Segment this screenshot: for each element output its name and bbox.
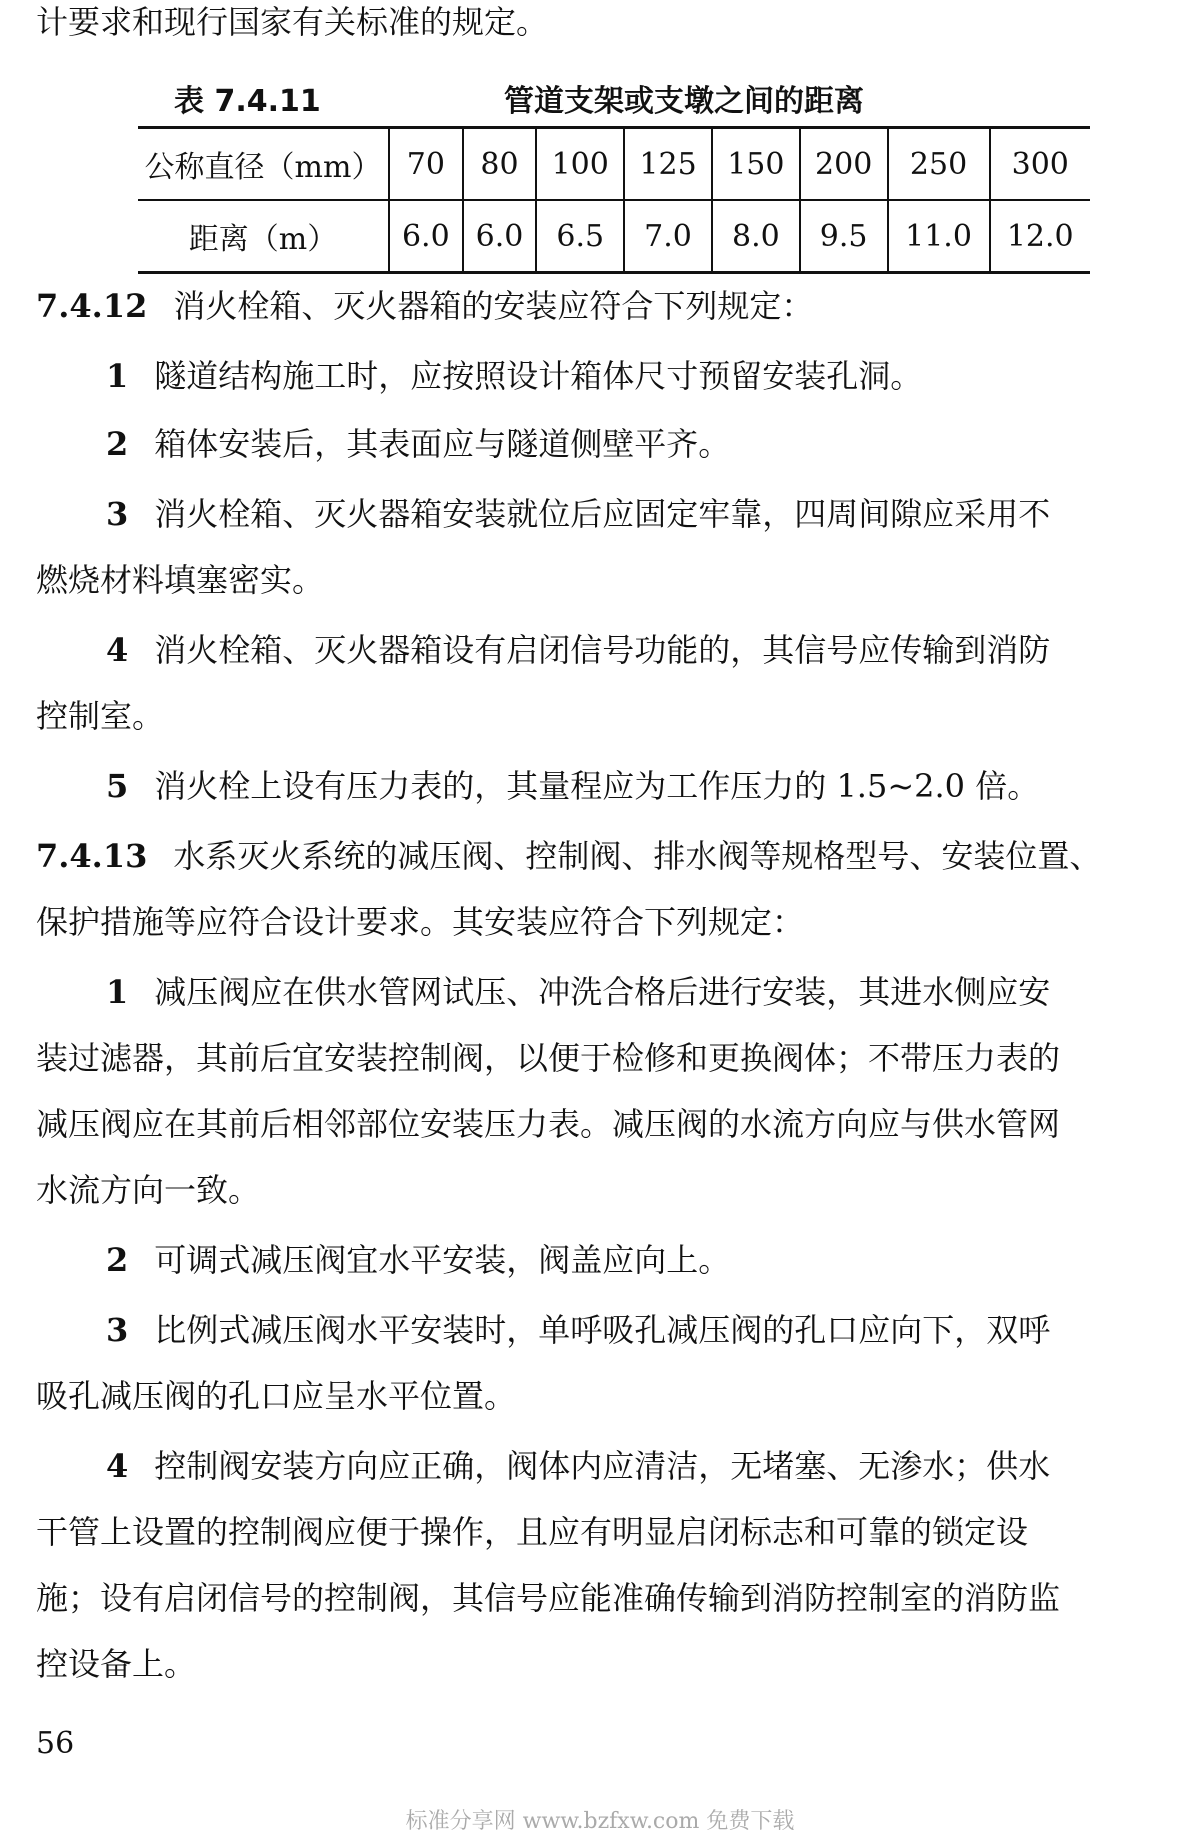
list-item xyxy=(106,1310,1050,1350)
table-cell: 200 xyxy=(800,128,888,201)
table-cell: 250 xyxy=(888,128,990,201)
clause-continuation: 保护措施等应符合设计要求。其安装应符合下列规定： xyxy=(36,903,805,941)
table-row xyxy=(138,128,1090,201)
item-number: 4 xyxy=(106,631,129,669)
table-cell: 8.0 xyxy=(712,200,800,273)
list-item xyxy=(106,424,730,464)
clause-text: 水系灭火系统的减压阀、控制阀、排水阀等规格型号、安装位置、 xyxy=(173,837,1102,875)
item-number: 3 xyxy=(106,495,129,533)
item-continuation: 装过滤器，其前后宜安装控制阀，以便于检修和更换阀体；不带压力表的 xyxy=(36,1039,1061,1077)
table-title: 管道支架或支墩之间的距离 xyxy=(504,84,864,119)
table-row xyxy=(138,200,1090,273)
list-item xyxy=(106,1240,730,1280)
list-item xyxy=(106,972,1050,1012)
item-continuation: 干管上设置的控制阀应便于操作，且应有明显启闭标志和可靠的锁定设 xyxy=(36,1513,1029,1551)
item-number: 1 xyxy=(106,357,129,395)
item-number: 1 xyxy=(106,973,129,1011)
clause-7-4-12 xyxy=(36,286,813,326)
item-continuation: 吸孔减压阀的孔口应呈水平位置。 xyxy=(36,1377,517,1415)
clause-text: 消火栓箱、灭火器箱的安装应符合下列规定： xyxy=(173,287,814,325)
item-continuation: 施；设有启闭信号的控制阀，其信号应能准确传输到消防控制室的消防监 xyxy=(36,1579,1061,1617)
item-text: 减压阀应在供水管网试压、冲洗合格后进行安装，其进水侧应安 xyxy=(154,973,1051,1011)
table-cell: 100 xyxy=(536,128,624,201)
support-spacing-table xyxy=(138,126,1090,274)
table-cell: 6.0 xyxy=(463,200,537,273)
table-cell: 6.5 xyxy=(536,200,624,273)
watermark: 标准分享网 www.bzfxw.com 免费下载 xyxy=(405,1809,795,1834)
continuation-line: 计要求和现行国家有关标准的规定。 xyxy=(36,3,549,41)
table-cell: 70 xyxy=(389,128,463,201)
list-item xyxy=(106,766,1039,806)
item-text: 控制阀安装方向应正确，阀体内应清洁，无堵塞、无渗水；供水 xyxy=(154,1447,1051,1485)
item-continuation: 控设备上。 xyxy=(36,1645,197,1683)
item-text: 消火栓上设有压力表的，其量程应为工作压力的 1.5~2.0 倍。 xyxy=(154,767,1040,805)
clause-number: 7.4.12 xyxy=(36,287,148,325)
item-text: 隧道结构施工时，应按照设计箱体尺寸预留安装孔洞。 xyxy=(154,357,923,395)
list-item xyxy=(106,356,922,396)
list-item xyxy=(106,494,1050,534)
clause-7-4-13 xyxy=(36,836,1101,876)
table-cell: 150 xyxy=(712,128,800,201)
row-header-distance: 距离（m） xyxy=(138,200,389,273)
table-cell: 9.5 xyxy=(800,200,888,273)
list-item xyxy=(106,630,1050,670)
item-number: 2 xyxy=(106,425,129,463)
table-cell: 80 xyxy=(463,128,537,201)
item-text: 比例式减压阀水平安装时，单呼吸孔减压阀的孔口应向下，双呼 xyxy=(154,1311,1051,1349)
item-text: 消火栓箱、灭火器箱设有启闭信号功能的，其信号应传输到消防 xyxy=(154,631,1051,669)
item-text: 消火栓箱、灭火器箱安装就位后应固定牢靠，四周间隙应采用不 xyxy=(154,495,1051,533)
page-number: 56 xyxy=(36,1726,75,1761)
table-cell: 125 xyxy=(624,128,712,201)
item-number: 3 xyxy=(106,1311,129,1349)
table-cell: 300 xyxy=(990,128,1091,201)
list-item xyxy=(106,1446,1050,1486)
table-number: 表 7.4.11 xyxy=(174,84,321,119)
table-cell: 11.0 xyxy=(888,200,990,273)
item-number: 4 xyxy=(106,1447,129,1485)
item-continuation: 控制室。 xyxy=(36,697,165,735)
item-number: 5 xyxy=(106,767,129,805)
item-text: 可调式减压阀宜水平安装，阀盖应向上。 xyxy=(154,1241,731,1279)
item-continuation: 减压阀应在其前后相邻部位安装压力表。减压阀的水流方向应与供水管网 xyxy=(36,1105,1061,1143)
row-header-diameter: 公称直径（mm） xyxy=(138,128,389,201)
table-cell: 12.0 xyxy=(990,200,1091,273)
item-number: 2 xyxy=(106,1241,129,1279)
table-cell: 7.0 xyxy=(624,200,712,273)
item-text: 箱体安装后，其表面应与隧道侧壁平齐。 xyxy=(154,425,731,463)
clause-number: 7.4.13 xyxy=(36,837,148,875)
table-cell: 6.0 xyxy=(389,200,463,273)
item-continuation: 燃烧材料填塞密实。 xyxy=(36,561,325,599)
item-continuation: 水流方向一致。 xyxy=(36,1171,261,1209)
